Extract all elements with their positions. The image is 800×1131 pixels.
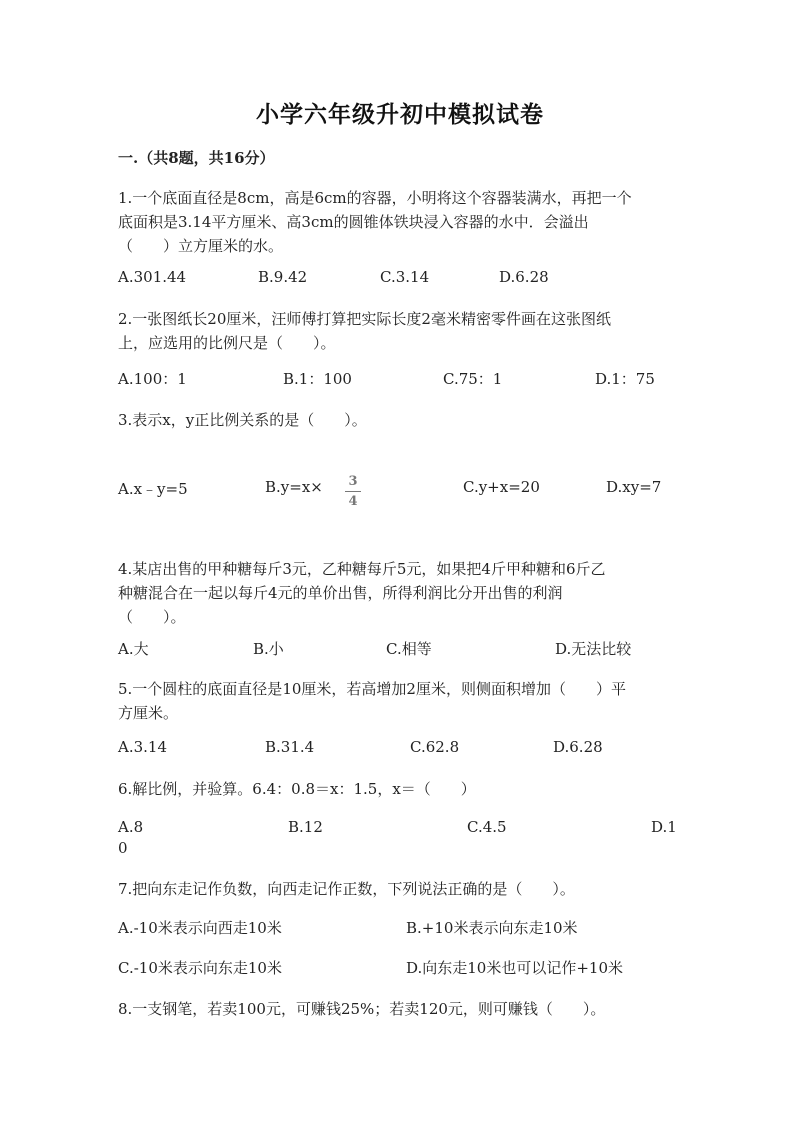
options-7-row-2 — [118, 957, 680, 981]
question-line: 种糖混合在一起以每斤4元的单价出售，所得利润比分开出售的利润 — [118, 584, 563, 602]
option-c[interactable]: C.y+x=20 — [463, 478, 540, 496]
question-line: 方厘米。 — [118, 704, 179, 722]
option-d-wrap-tail: 0 — [118, 839, 128, 857]
option-d[interactable]: D.6.28 — [553, 738, 603, 756]
question-line: 上，应选用的比例尺是（ ）。 — [118, 334, 336, 352]
question-line: 8.一支钢笔，若卖100元，可赚钱25%；若卖120元，则可赚钱（ ）。 — [118, 1000, 606, 1018]
option-a[interactable]: A.-10米表示向西走10米 — [118, 919, 282, 937]
option-d[interactable]: D.向东走10米也可以记作+10米 — [406, 959, 624, 977]
option-b[interactable]: B.小 — [253, 640, 284, 658]
option-b[interactable]: B.1：100 — [283, 370, 352, 388]
option-a[interactable]: A.100：1 — [118, 370, 187, 388]
option-a[interactable]: A.8 — [118, 818, 144, 836]
options-6 — [118, 818, 680, 842]
option-c[interactable]: C.3.14 — [380, 268, 430, 286]
fraction-three-quarters — [345, 474, 361, 509]
question-line: 5.一个圆柱的底面直径是10厘米，若高增加2厘米，则侧面积增加（ ）平 — [118, 680, 626, 698]
option-a[interactable]: A.大 — [118, 640, 149, 658]
option-a[interactable]: A.301.44 — [118, 268, 187, 286]
question-line: （ ）立方厘米的水。 — [118, 237, 284, 255]
question-line: 2.一张图纸长20厘米，汪师傅打算把实际长度2毫米精密零件画在这张图纸 — [118, 310, 611, 328]
question-3 — [118, 408, 678, 432]
page-title: 小学六年级升初中模拟试卷 — [256, 101, 544, 128]
question-6 — [118, 777, 678, 801]
option-b[interactable]: B.12 — [288, 818, 323, 836]
question-2 — [118, 307, 678, 355]
question-1 — [118, 186, 678, 258]
section-heading: 一.（共8题，共16分） — [118, 149, 275, 167]
question-8 — [118, 997, 678, 1021]
question-line: 1.一个底面直径是8cm，高是6cm的容器，小明将这个容器装满水，再把一个 — [118, 189, 632, 207]
question-line: （ ）。 — [118, 608, 186, 626]
option-c[interactable]: C.75：1 — [443, 370, 503, 388]
options-3 — [118, 478, 680, 502]
question-line: 7.把向东走记作负数，向西走记作正数，下列说法正确的是（ ）。 — [118, 880, 575, 898]
option-c[interactable]: C.-10米表示向东走10米 — [118, 959, 282, 977]
options-4 — [118, 638, 680, 662]
option-d[interactable]: D.xy=7 — [606, 478, 662, 496]
options-5 — [118, 738, 680, 762]
option-d[interactable]: D.6.28 — [499, 268, 549, 286]
option-c[interactable]: C.相等 — [386, 640, 432, 658]
question-line: 4.某店出售的甲种糖每斤3元，乙种糖每斤5元，如果把4斤甲种糖和6斤乙 — [118, 560, 606, 578]
question-7 — [118, 877, 678, 901]
fraction-numerator: 3 — [348, 474, 358, 489]
question-line: 3.表示x，y正比例关系的是（ ）。 — [118, 411, 367, 429]
fraction-bar — [345, 491, 361, 492]
options-7-row-1 — [118, 917, 680, 941]
option-b[interactable]: B.+10米表示向东走10米 — [406, 919, 578, 937]
question-line: 6.解比例，并验算。6.4：0.8＝x：1.5，x＝（ ） — [118, 780, 476, 798]
option-d[interactable]: D.1 — [651, 818, 677, 836]
option-a[interactable]: A.3.14 — [118, 738, 167, 756]
option-b[interactable]: B.31.4 — [265, 738, 315, 756]
option-b[interactable]: B.y=x× — [265, 478, 323, 496]
option-b[interactable]: B.9.42 — [258, 268, 308, 286]
option-a[interactable]: A.x﹣y=5 — [118, 480, 188, 498]
options-1 — [118, 268, 680, 292]
option-d[interactable]: D.无法比较 — [555, 640, 632, 658]
option-d[interactable]: D.1：75 — [595, 370, 655, 388]
question-4 — [118, 557, 678, 629]
question-5 — [118, 677, 678, 725]
fraction-denominator: 4 — [348, 494, 358, 509]
option-c[interactable]: C.62.8 — [410, 738, 460, 756]
option-c[interactable]: C.4.5 — [467, 818, 507, 836]
options-2 — [118, 368, 680, 392]
question-line: 底面积是3.14平方厘米、高3cm的圆锥体铁块浸入容器的水中．会溢出 — [118, 213, 589, 231]
